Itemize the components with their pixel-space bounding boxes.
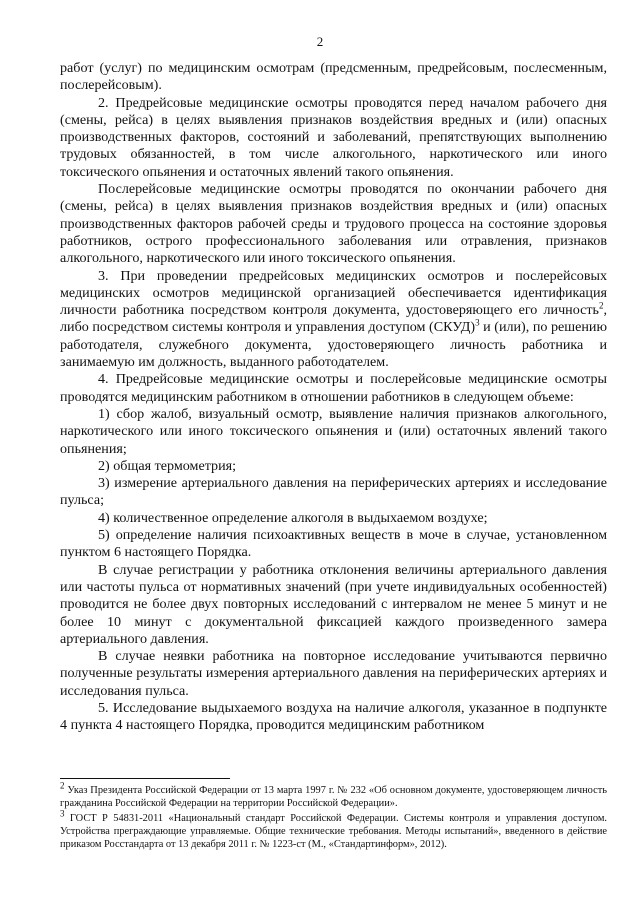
paragraph-item-3-text-a: 3. При проведении предрейсовых медицинских осмотров и послерейсовых медицинских осмотров медицинской организацией обеспечивается идентификация личности работника посредством контроля документа, удостоверяющего его личность (60, 267, 607, 319)
list-item-5: 5) определение наличия психоактивных веществ в моче в случае, установленном пунктом 6 настоящего Порядка. (60, 527, 607, 561)
footnote-2 (60, 780, 607, 810)
list-item-4: 4) количественное определение алкоголя в выдыхаемом воздухе; (98, 509, 488, 526)
footnote-2-text: Указ Президента Российской Федерации от 13 марта 1997 г. № 232 «Об основном документе, удостоверяющем личность гражданина Российской Федерации на территории Российской Федерации». (60, 785, 607, 809)
paragraph-continuation: работ (услуг) по медицинским осмотрам (предсменным, предрейсовым, послесменным, послерейсовым). (60, 60, 607, 94)
list-item-2: 2) общая термометрия; (98, 457, 237, 474)
document-body (60, 60, 607, 735)
footnote-mark-2: 2 (60, 780, 65, 791)
page-number: 2 (316, 34, 324, 49)
list-item-3: 3) измерение артериального давления на периферических артериях и исследование пульса; (60, 475, 607, 509)
paragraph-no-show: В случае неявки работника на повторное исследование учитываются первично полученные результаты измерения артериального давления на периферических артериях и исследования пульса. (60, 648, 607, 699)
footnote-3-text: ГОСТ Р 54831-2011 «Национальный стандарт Российской Федерации. Системы контроля и управления доступом. Устройства преграждающие управляемые. Общие технические требования. Методы испытаний», введенного в действие приказом Росстандарта от 13 декабря 2011 г. № 1223-ст (М., «Стандартинформ», 2012). (60, 813, 607, 850)
paragraph-item-3-text-b: , либо посредством системы контроля и управления доступом (СКУД) (60, 302, 607, 336)
paragraph-item-5: 5. Исследование выдыхаемого воздуха на наличие алкоголя, указанное в подпункте 4 пункта 4 настоящего Порядка, проводится медицинским работником (60, 699, 607, 734)
paragraph-pressure-deviation: В случае регистрации у работника отклонения величины артериального давления или частоты пульса от нормативных значений (при учете индивидуальных особенностей) проводится не более двух повторных исследований с интервалом не менее 5 минут и не более 10 минут с документальной фиксацией каждого произведенного замера артериального давления. (60, 561, 607, 647)
paragraph-item-4: 4. Предрейсовые медицинские осмотры и послерейсовые медицинские осмотры проводятся медицинским работником в отношении работников в следующем объеме: (60, 371, 607, 405)
footnote-ref-3: 3 (475, 317, 480, 328)
footnote-3 (60, 808, 607, 851)
footnote-mark-3: 3 (60, 808, 65, 819)
footnote-separator (60, 778, 230, 779)
footnotes (60, 780, 607, 853)
footnote-ref-2: 2 (598, 300, 604, 311)
paragraph-item-2: 2. Предрейсовые медицинские осмотры проводятся перед началом рабочего дня (смены, рейса) в целях выявления признаков воздействия вредных и (или) опасных производственных факторов, состояний и заболеваний, препятствующих выполнению трудовых обязанностей, в том числе алкогольного, наркотического или иного токсического опьянения и остаточных явлений такого опьянения. (60, 94, 607, 180)
paragraph-post-trip-exams: Послерейсовые медицинские осмотры проводятся по окончании рабочего дня (смены, рейса) в целях выявления признаков воздействия вредных и (или) опасных производственных факторов рабочей среды и трудового процесса на состояние здоровья работников, острого профессионального заболевания или отравления, признаков алкогольного, наркотического или иного токсического опьянения. (60, 181, 607, 267)
paragraph-item-3 (60, 268, 607, 372)
paragraph-item-3-text-c: и (или), по решению работодателя, служебного документа, удостоверяющего личность работника и занимаемую им должность, выданного работодателем. (60, 319, 608, 371)
list-item-1: 1) сбор жалоб, визуальный осмотр, выявление наличия признаков алкогольного, наркотического или иного токсического опьянения и (или) остаточных явлений такого опьянения; (60, 405, 607, 457)
